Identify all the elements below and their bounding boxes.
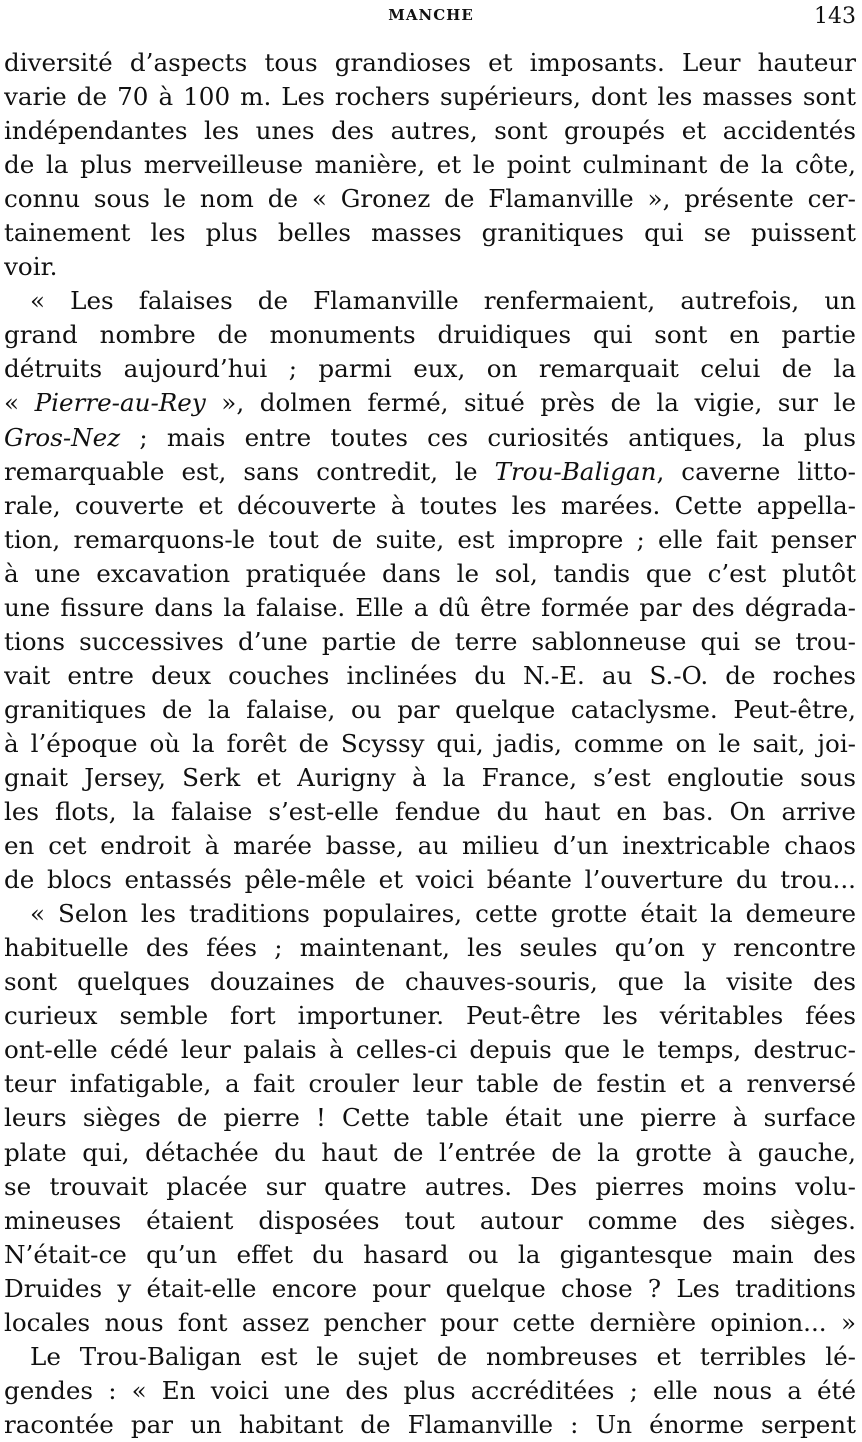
text-line: grand nombre de monuments druidiques qui sont en partie <box>4 320 856 350</box>
text-line: N’était-ce qu’un effet du hasard ou la gigantesque main des <box>4 1239 856 1269</box>
text-line: gendes : « En voici une des plus accréditées ; elle nous a été <box>4 1375 856 1405</box>
text-line-mixed <box>4 455 856 489</box>
text-line: curieux semble fort importuner. Peut-être les véritables fées <box>4 1001 856 1031</box>
text-line: une fissure dans la falaise. Elle a dû être formée par des dégrada- <box>4 592 856 622</box>
text-run: , caverne litto- <box>656 456 856 486</box>
text-line: racontée par un habitant de Flamanville : Un énorme serpent <box>4 1409 856 1439</box>
text-line: ont-elle cédé leur palais à celles-ci depuis que le temps, destruc- <box>4 1035 856 1065</box>
text-line: Druides y était-elle encore pour quelque chose ? Les traditions <box>4 1273 856 1303</box>
text-line: mineuses étaient disposées tout autour comme des sièges. <box>4 1205 856 1235</box>
text-line: plate qui, détachée du haut de l’entrée de la grotte à gauche, <box>4 1137 856 1167</box>
text-line: de blocs entassés pêle-mêle et voici béante l’ouverture du trou... <box>4 865 856 895</box>
text-run: ; mais entre toutes ces curiosités antiques, la plus <box>120 422 856 452</box>
text-line: détruits aujourd’hui ; parmi eux, on remarquait celui de la <box>4 354 856 384</box>
text-line: granitiques de la falaise, ou par quelque cataclysme. Peut-être, <box>4 694 856 724</box>
text-line: rale, couverte et découverte à toutes les marées. Cette appella- <box>4 490 856 520</box>
running-head <box>0 4 862 28</box>
text-line: indépendantes les unes des autres, sont groupés et accidentés <box>4 116 856 146</box>
text-line: se trouvait placée sur quatre autres. Des pierres moins volu- <box>4 1171 856 1201</box>
text-line: diversité d’aspects tous grandioses et imposants. Leur hauteur <box>4 48 856 77</box>
text-run: », dolmen fermé, situé près de la vigie, sur le <box>205 388 856 418</box>
text-line: teur infatigable, a fait crouler leur table de festin et a renversé <box>4 1069 856 1099</box>
text-line: varie de 70 à 100 m. Les rochers supérieurs, dont les masses sont <box>4 82 856 112</box>
text-line: tainement les plus belles masses granitiques qui se puissent <box>4 218 856 248</box>
text-line: leurs sièges de pierre ! Cette table était une pierre à surface <box>4 1103 856 1133</box>
text-line: à une excavation pratiquée dans le sol, tandis que c’est plutôt <box>4 558 856 588</box>
text-run: « <box>4 388 35 418</box>
page-number: 143 <box>814 4 856 29</box>
text-line: locales nous font assez pencher pour cette dernière opinion... » <box>4 1307 856 1337</box>
text-line: connu sous le nom de « Gronez de Flamanville », présente cer- <box>4 184 856 214</box>
italic-term: Gros-Nez <box>4 422 121 452</box>
text-line: « Les falaises de Flamanville renfermaient, autrefois, un <box>30 286 856 316</box>
italic-term: Trou-Baligan <box>494 456 657 486</box>
text-line: sont quelques douzaines de chauves-souris, que la visite des <box>4 967 856 997</box>
text-run: remarquable est, sans contredit, le <box>4 456 495 486</box>
text-line: les flots, la falaise s’est-elle fendue du haut en bas. On arrive <box>4 797 856 827</box>
body-text <box>4 46 856 1442</box>
text-line: en cet endroit à marée basse, au milieu d’un inextricable chaos <box>4 831 856 861</box>
italic-term: Pierre-au-Rey <box>34 388 206 418</box>
text-line: « Selon les traditions populaires, cette grotte était la demeure <box>30 899 856 929</box>
text-line: habituelle des fées ; maintenant, les seules qu’on y rencontre <box>4 933 856 963</box>
text-line: tions successives d’une partie de terre sablonneuse qui se trou- <box>4 626 856 656</box>
text-line-mixed <box>4 421 856 455</box>
text-line: à l’époque où la forêt de Scyssy qui, jadis, comme on le sait, joi- <box>4 728 856 758</box>
running-title: MANCHE <box>388 6 474 24</box>
text-line: voir. <box>4 252 58 282</box>
text-line: Le Trou-Baligan est le sujet de nombreuses et terribles lé- <box>30 1341 856 1371</box>
text-line: de la plus merveilleuse manière, et le point culminant de la côte, <box>4 150 856 180</box>
text-line-mixed <box>4 386 856 420</box>
text-line: vait entre deux couches inclinées du N.-E. au S.-O. de roches <box>4 660 856 690</box>
text-line: gnait Jersey, Serk et Aurigny à la France, s’est engloutie sous <box>4 762 856 792</box>
text-line: tion, remarquons-le tout de suite, est impropre ; elle fait penser <box>4 524 856 554</box>
